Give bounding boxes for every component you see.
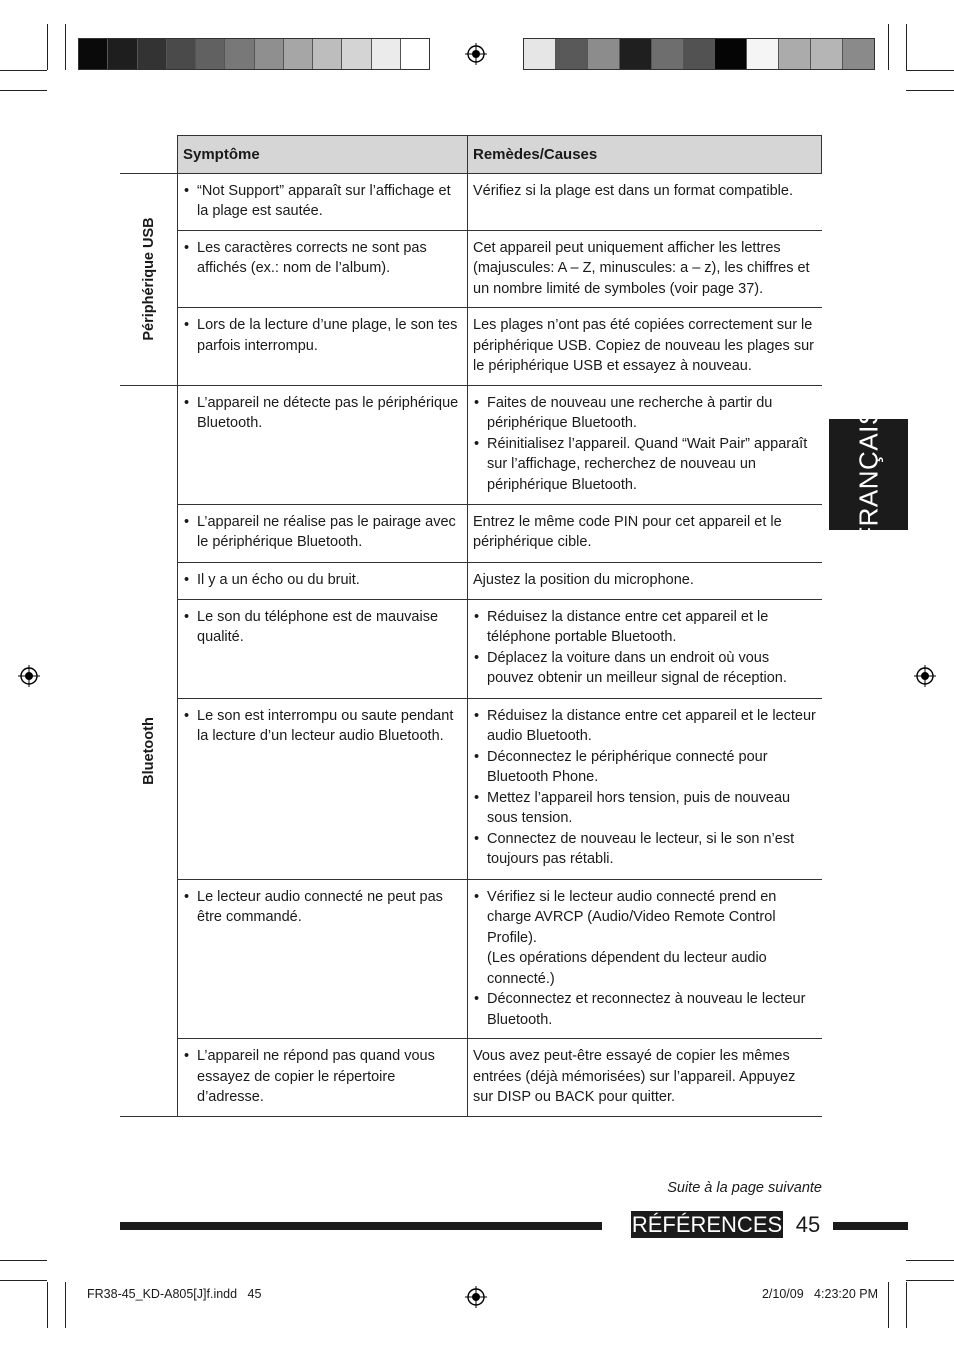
symptom-cell [178,698,468,879]
color-swatch [651,39,683,69]
color-bar-right [523,38,875,70]
registration-mark-icon [914,665,936,687]
remedy-text: • Déconnectez le périphérique connecté pour Bluetooth Phone. [487,747,817,788]
table-row [120,504,822,562]
remedy-cell [468,599,822,698]
symptom-text: • Les caractères corrects ne sont pas affichés (ex.: nom de l’album). [197,238,462,279]
table-row [120,1039,822,1117]
symptom-text: • L’appareil ne détecte pas le périphérique Bluetooth. [197,393,462,434]
table-row [120,385,822,504]
remedy-text: Vous avez peut-être essayé de copier les mêmes entrées (déjà mémorisées) sur l’appareil. Appuyez sur DISP ou BACK pour quitter. [473,1048,796,1105]
print-file-info: FR38-45_KD-A805[J]f.indd 45 [87,1287,262,1301]
remedy-text: Entrez le même code PIN pour cet appareil et le périphérique cible. [473,513,782,550]
registration-mark-icon [465,1286,487,1308]
remedy-text: Vérifiez si la plage est dans un format compatible. [473,182,793,199]
color-swatch [371,39,400,69]
symptom-text: • Il y a un écho ou du bruit. [197,570,462,591]
language-tab [829,406,908,543]
color-bar-left [78,38,430,70]
color-swatch [137,39,166,69]
remedy-text: • Mettez l’appareil hors tension, puis de nouveau sous tension. [487,788,817,829]
remedy-text: • Vérifiez si le lecteur audio connecté prend en charge AVRCP (Audio/Video Remote Control Profile). (Les opérations dépendent du lecteur audio connecté.) [487,887,817,990]
column-header-remedy: Remèdes/Causes [468,136,822,174]
symptom-cell [178,230,468,308]
remedy-text: Ajustez la position du microphone. [473,571,694,588]
remedy-text: • Faites de nouveau une recherche à partir du périphérique Bluetooth. [487,393,817,434]
remedy-cell [468,698,822,879]
print-date-info: 2/10/09 4:23:20 PM [761,1287,878,1301]
symptom-text: • Le son est interrompu ou saute pendant la lecture d’un lecteur audio Bluetooth. [197,706,462,747]
symptom-text: • L’appareil ne répond pas quand vous essayez de copier le répertoire d’adresse. [197,1046,462,1108]
continued-note: Suite à la page suivante [667,1180,822,1196]
remedy-cell [468,562,822,599]
footer-section-label: RÉFÉRENCES [631,1212,783,1237]
color-swatch [166,39,195,69]
color-swatch [746,39,778,69]
remedy-text: • Réduisez la distance entre cet appareil et le lecteur audio Bluetooth. [487,706,817,747]
symptom-cell [178,385,468,504]
symptom-cell [178,599,468,698]
section-label-cell [120,385,178,1117]
color-swatch [524,39,555,69]
symptom-text: • Le lecteur audio connecté ne peut pas être commandé. [197,887,462,928]
table-row [120,173,822,230]
section-label: Bluetooth [140,716,157,785]
symptom-cell [178,562,468,599]
header-spacer [120,136,178,174]
column-header-symptom: Symptôme [178,136,468,174]
color-swatch [107,39,136,69]
color-swatch [714,39,746,69]
table-body [120,173,822,1117]
symptom-text: • Lors de la lecture d’une plage, le son tes parfois interrompu. [197,315,462,356]
remedy-cell [468,173,822,230]
remedy-cell [468,230,822,308]
page-number: 45 [795,1212,821,1237]
color-swatch [619,39,651,69]
remedy-text: • Réinitialisez l’appareil. Quand “Wait Pair” apparaît sur l’affichage, recherchez de nouveau un périphérique Bluetooth. [487,434,817,496]
remedy-cell [468,1039,822,1117]
table-row [120,599,822,698]
remedy-cell [468,385,822,504]
color-swatch [195,39,224,69]
color-swatch [810,39,842,69]
color-swatch [842,39,874,69]
color-swatch [283,39,312,69]
remedy-text: • Déconnectez et reconnectez à nouveau le lecteur Bluetooth. [487,989,817,1030]
remedy-text: • Connectez de nouveau le lecteur, si le son n’est toujours pas rétabli. [487,829,817,870]
remedy-text: Les plages n’ont pas été copiées correctement sur le périphérique USB. Copiez de nouveau les plages sur le périphérique USB et essayez à nouveau. [473,317,814,374]
footer-rule-right [833,1222,908,1230]
remedy-text: Cet appareil peut uniquement afficher les lettres (majuscules: A – Z, minuscules: a – z), les chiffres et un nombre limité de symboles (voir page 37). [473,239,810,297]
table-row [120,230,822,308]
color-swatch [400,39,429,69]
color-swatch [778,39,810,69]
symptom-cell [178,879,468,1039]
section-label: Périphérique USB [140,217,157,341]
remedy-text: • Réduisez la distance entre cet appareil et le téléphone portable Bluetooth. [487,607,817,648]
table-row [120,698,822,879]
symptom-cell [178,173,468,230]
registration-mark-icon [18,665,40,687]
color-swatch [312,39,341,69]
remedy-cell [468,308,822,386]
footer-rule-left [120,1222,602,1230]
remedy-cell [468,879,822,1039]
remedy-cell [468,504,822,562]
color-swatch [555,39,587,69]
registration-mark-icon [465,43,487,65]
table-row [120,308,822,386]
color-swatch [254,39,283,69]
troubleshooting-table [120,135,822,1117]
language-tab-label: FRANÇAIS [853,406,883,543]
remedy-text: • Déplacez la voiture dans un endroit où vous pouvez obtenir un meilleur signal de réception. [487,648,817,689]
table-header-row [120,136,822,174]
symptom-text: • Le son du téléphone est de mauvaise qualité. [197,607,462,648]
symptom-text: • “Not Support” apparaît sur l’affichage et la plage est sautée. [197,181,462,222]
color-swatch [224,39,253,69]
symptom-cell [178,308,468,386]
symptom-cell [178,504,468,562]
symptom-text: • L’appareil ne réalise pas le pairage avec le périphérique Bluetooth. [197,512,462,553]
color-swatch [341,39,370,69]
color-swatch [587,39,619,69]
section-label-cell [120,173,178,385]
color-swatch [683,39,715,69]
symptom-cell [178,1039,468,1117]
color-swatch [79,39,107,69]
table-row [120,879,822,1039]
table-row [120,562,822,599]
